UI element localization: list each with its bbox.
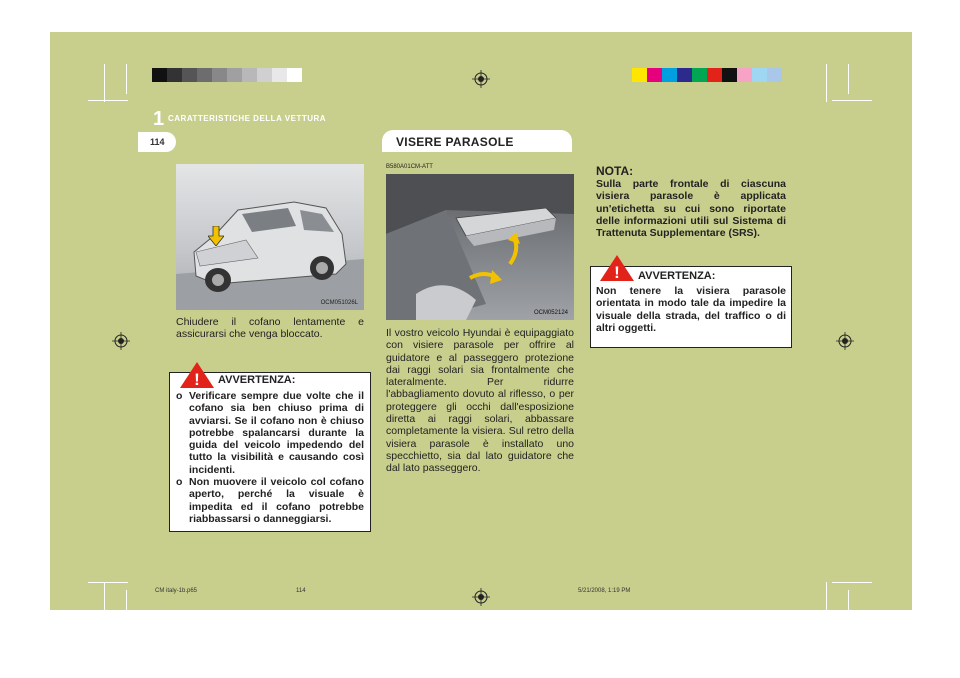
calibration-swatch bbox=[242, 68, 257, 82]
calibration-swatch bbox=[257, 68, 272, 82]
calibration-swatch bbox=[167, 68, 182, 82]
list-marker: o bbox=[176, 476, 183, 489]
reference-code: B580A01CM-ATT bbox=[386, 164, 433, 170]
calibration-swatch bbox=[647, 68, 662, 82]
grey-calibration-bar bbox=[152, 68, 302, 82]
warning-text: Non tenere la visiera parasole orientata in modo tale da impedire la visuale della strada, del traffico o di altri oggetti. bbox=[596, 285, 786, 334]
photo-code: OCM051026L bbox=[320, 300, 358, 306]
photo-code: OCM052124 bbox=[533, 310, 568, 316]
crop-mark bbox=[826, 582, 827, 612]
calibration-swatch bbox=[737, 68, 752, 82]
section-number: 1 bbox=[153, 108, 165, 130]
hood-caption: Chiudere il cofano lentamente e assicurarsi che venga bloccato. bbox=[176, 316, 364, 341]
sun-visor-photo bbox=[386, 174, 574, 320]
calibration-swatch bbox=[692, 68, 707, 82]
warning-triangle-icon bbox=[180, 362, 214, 388]
calibration-swatch bbox=[152, 68, 167, 82]
crop-mark bbox=[126, 590, 127, 610]
car-illustration bbox=[176, 164, 364, 310]
calibration-swatch bbox=[212, 68, 227, 82]
calibration-swatch bbox=[722, 68, 737, 82]
arrow-down-icon bbox=[208, 226, 224, 246]
registration-mark-icon bbox=[112, 332, 130, 350]
crop-mark bbox=[832, 100, 872, 101]
warning-triangle-icon bbox=[600, 255, 634, 281]
warning-list bbox=[176, 390, 364, 525]
nota-title: NOTA: bbox=[596, 164, 634, 178]
calibration-swatch bbox=[197, 68, 212, 82]
car-hood-photo bbox=[176, 164, 364, 310]
footer-file: CM italy-1b.p65 bbox=[155, 588, 198, 594]
section-heading: VISERE PARASOLE bbox=[396, 135, 514, 149]
list-item-text: Non muovere il veicolo col cofano aperto, perché la visuale è impedita ed il cofano potrebbe riabbassarsi o danneggiarsi. bbox=[189, 476, 364, 525]
registration-mark-icon bbox=[472, 588, 490, 606]
footer-date: 5/21/2008, 1:19 PM bbox=[578, 588, 631, 594]
nota-text: Sulla parte frontale di ciascuna visiera parasole è applicata un'etichetta su cui sono riportate delle informazioni utili sul Sistema di Trattenuta Supplementare (SRS). bbox=[596, 178, 786, 240]
crop-mark bbox=[832, 582, 872, 583]
list-item bbox=[176, 476, 364, 525]
footer-page: 114 bbox=[296, 588, 306, 594]
calibration-swatch bbox=[752, 68, 767, 82]
section-title: CARATTERISTICHE DELLA VETTURA bbox=[168, 114, 327, 123]
registration-mark-icon bbox=[836, 332, 854, 350]
visor-description: Il vostro veicolo Hyundai è equipaggiato con visiere parasole per offrire al guidatore e al passeggero protezione dai raggi solari sia frontalmente che lateralmente. Per ridurre l'abbagliamento dovuto al riflesso, o per proteggere gli occhi dall'esposizione diretta ai raggi solari, abbassare completamente la visiera. Sul retro della visiera parasole è installato uno specchietto, sia dal lato guidatore che dal lato passeggero. bbox=[386, 327, 574, 475]
list-marker: o bbox=[176, 390, 183, 402]
crop-mark bbox=[126, 64, 127, 94]
warning-title: AVVERTENZA: bbox=[218, 374, 296, 386]
crop-mark bbox=[88, 100, 128, 101]
calibration-swatch bbox=[677, 68, 692, 82]
list-item bbox=[176, 390, 364, 476]
calibration-swatch bbox=[272, 68, 287, 82]
crop-mark bbox=[848, 64, 849, 94]
registration-mark-icon bbox=[472, 70, 490, 88]
calibration-swatch bbox=[227, 68, 242, 82]
calibration-swatch bbox=[287, 68, 302, 82]
calibration-swatch bbox=[767, 68, 782, 82]
crop-mark bbox=[104, 582, 105, 612]
crop-mark bbox=[848, 590, 849, 610]
svg-text:!: ! bbox=[194, 370, 200, 388]
list-item-text: Verificare sempre due volte che il cofano sia ben chiuso prima di avviarsi. Se il cofano non è chiuso potrebbe spalancarsi durante la guida del veicolo impedendo del tutto la visibilità e causando così incidenti. bbox=[189, 390, 364, 476]
calibration-swatch bbox=[707, 68, 722, 82]
calibration-swatch bbox=[632, 68, 647, 82]
calibration-swatch bbox=[182, 68, 197, 82]
warning-title: AVVERTENZA: bbox=[638, 270, 716, 282]
crop-mark bbox=[104, 64, 105, 102]
calibration-swatch bbox=[662, 68, 677, 82]
svg-text:!: ! bbox=[614, 263, 620, 281]
page-number: 114 bbox=[150, 137, 165, 147]
visor-illustration bbox=[386, 174, 574, 320]
color-calibration-bar bbox=[632, 68, 782, 82]
crop-mark bbox=[826, 64, 827, 102]
crop-mark bbox=[88, 582, 128, 583]
